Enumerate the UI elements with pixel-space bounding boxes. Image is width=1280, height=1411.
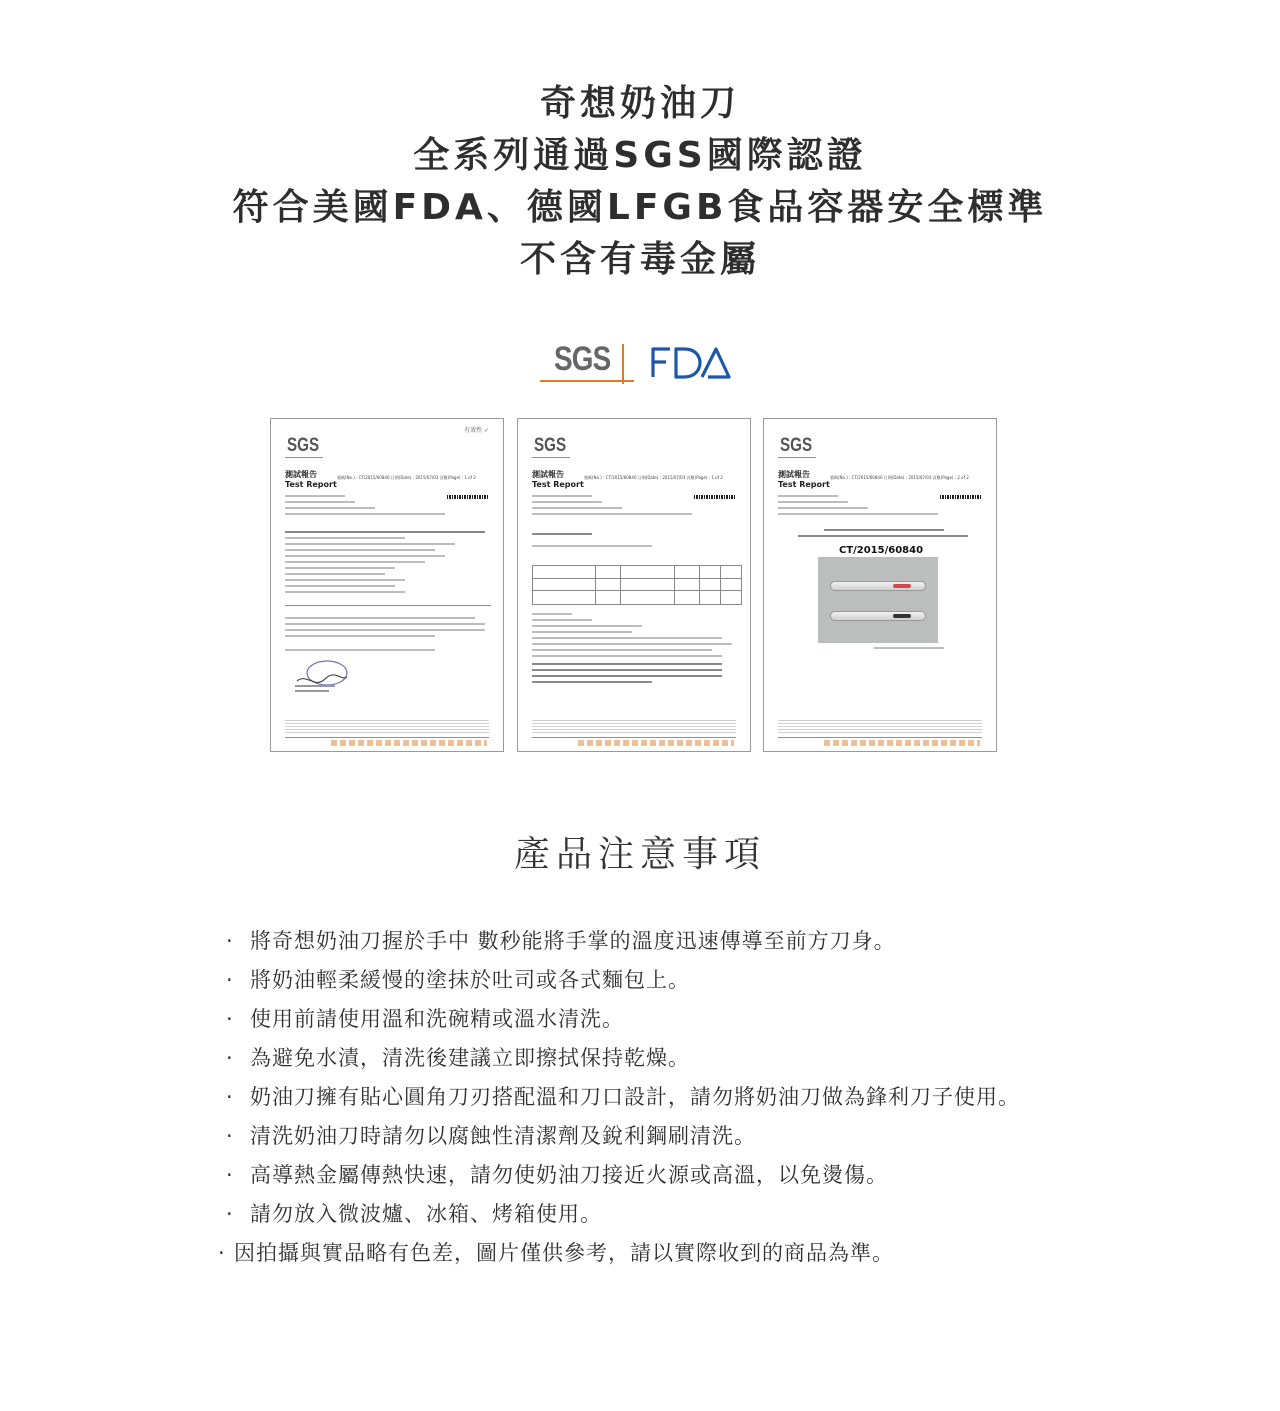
cert-meta: 號碼(No.) : CT/2015/60840 日期(Date) : 2015/07/03 頁數(Page) : 2 of 2 bbox=[830, 475, 969, 480]
note-item: · 因拍攝與實品略有色差，圖片僅供參考，請以實際收到的商品為準。 bbox=[218, 1241, 894, 1265]
results-table bbox=[532, 565, 742, 605]
note-item: · 奶油刀擁有貼心圓角刀刃搭配溫和刀口設計，請勿將奶油刀做為鋒利刀子使用。 bbox=[226, 1085, 1020, 1109]
headline-line-4: 不含有毒金屬 bbox=[519, 239, 760, 280]
headline-line-2: 全系列通過SGS國際認證 bbox=[413, 135, 867, 176]
headline-line-3: 符合美國FDA、德國LFGB食品容器安全標準 bbox=[232, 187, 1048, 228]
cert-title-en: Test Report bbox=[532, 480, 584, 489]
note-item: · 將奶油輕柔緩慢的塗抹於吐司或各式麵包上。 bbox=[226, 968, 690, 992]
notes-title: 產品注意事項 bbox=[513, 834, 766, 875]
barcode bbox=[694, 495, 736, 499]
cert-sgs-logo: SGS bbox=[287, 435, 320, 456]
notes-list bbox=[218, 922, 1020, 1273]
note-item: · 為避免水漬，清洗後建議立即擦拭保持乾燥。 bbox=[226, 1046, 690, 1070]
note-item: · 高導熱金屬傳熱快速，請勿使奶油刀接近火源或高溫，以免燙傷。 bbox=[226, 1163, 888, 1187]
test-report-page-1 bbox=[270, 418, 504, 752]
photo-report-code: CT/2015/60840 bbox=[838, 545, 924, 556]
barcode bbox=[447, 495, 489, 499]
validity-stamp: 有效性 ✓ bbox=[464, 427, 489, 434]
cert-title-en: Test Report bbox=[778, 480, 830, 489]
sgs-logo: SGS bbox=[540, 340, 634, 382]
cert-meta: 號碼(No.) : CT/2015/60840 日期(Date) : 2015/07/03 頁數(Page) : 1 of 2 bbox=[337, 475, 476, 480]
fda-logo bbox=[650, 346, 732, 380]
note-item: · 請勿放入微波爐、冰箱、烤箱使用。 bbox=[226, 1202, 602, 1226]
sgs-stamp bbox=[293, 659, 349, 695]
cert-title-en: Test Report bbox=[285, 480, 337, 489]
test-report-page-2 bbox=[517, 418, 751, 752]
certification-logos bbox=[540, 338, 740, 388]
cert-sgs-logo: SGS bbox=[780, 435, 813, 456]
product-photo bbox=[818, 557, 938, 643]
note-item: · 清洗奶油刀時請勿以腐蝕性清潔劑及銳利鋼刷清洗。 bbox=[226, 1124, 756, 1148]
cert-title-cn: 測試報告 bbox=[285, 470, 317, 479]
barcode bbox=[940, 495, 982, 499]
headline-line-1: 奇想奶油刀 bbox=[539, 83, 740, 124]
note-item: · 使用前請使用溫和洗碗精或溫水清洗。 bbox=[226, 1007, 624, 1031]
cert-title-cn: 測試報告 bbox=[778, 470, 810, 479]
knife-image-2 bbox=[830, 611, 926, 621]
cert-sgs-logo: SGS bbox=[534, 435, 567, 456]
cert-title-cn: 測試報告 bbox=[532, 470, 564, 479]
cert-meta: 號碼(No.) : CT/2015/60840 日期(Date) : 2015/07/03 頁數(Page) : 1 of 2 bbox=[584, 475, 723, 480]
test-report-page-3 bbox=[763, 418, 997, 752]
knife-image-1 bbox=[830, 581, 926, 591]
headline bbox=[0, 78, 1280, 286]
note-item: · 將奇想奶油刀握於手中 數秒能將手掌的溫度迅速傳導至前方刀身。 bbox=[226, 929, 896, 953]
